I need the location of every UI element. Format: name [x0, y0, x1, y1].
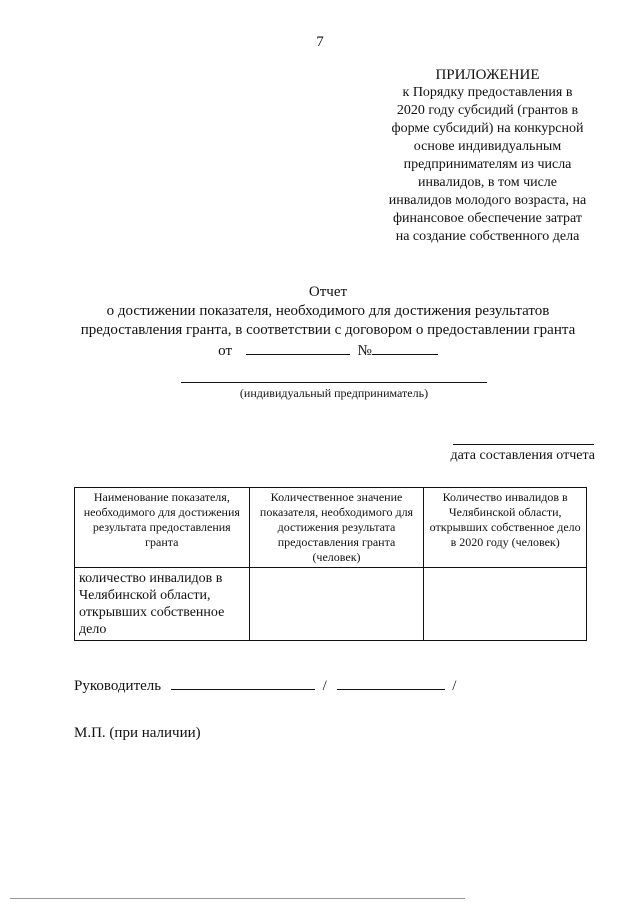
appendix-line: 2020 году субсидий (грантов в: [396, 103, 579, 118]
signature-blank: [171, 675, 315, 690]
date-caption: дата составления отчета: [450, 448, 595, 463]
table-cell: [249, 568, 424, 641]
number-label: №: [357, 343, 372, 359]
page-bottom-rule: [10, 898, 465, 899]
report-heading: [60, 283, 596, 361]
entrepreneur-line: [181, 382, 487, 383]
name-blank: [337, 675, 445, 690]
from-label: от: [218, 343, 233, 359]
signature-separator: /: [322, 678, 327, 694]
page-number: 7: [316, 34, 324, 50]
appendix-line: форме субсидий) на конкурсной: [391, 121, 584, 136]
report-title: Отчет: [308, 284, 348, 300]
appendix-line: инвалидов молодого возраста, на: [388, 193, 587, 208]
appendix-line: к Порядку предоставления в: [402, 85, 573, 100]
table-header-row: [75, 488, 587, 568]
appendix-line: на создание собственного дела: [395, 229, 580, 244]
table-row: [75, 568, 587, 641]
table-cell: количество инвалидов в Челябинской области, открывших собственное дело: [75, 568, 250, 641]
column-header: Количественное значение показателя, необходимого для достижения результата предоставления гранта (человек): [249, 488, 424, 568]
appendix-title: ПРИЛОЖЕНИЕ: [435, 67, 540, 83]
appendix-line: финансовое обеспечение затрат: [392, 211, 583, 226]
number-blank: [372, 340, 438, 355]
column-header: Количество инвалидов в Челябинской области, открывших собственное дело в 2020 году (человек): [424, 488, 587, 568]
date-line: [453, 444, 594, 445]
appendix-line: инвалидов, в том числе: [417, 175, 558, 190]
date-blank: [246, 340, 350, 355]
column-header: Наименование показателя, необходимого для достижения результата предоставления гранта: [75, 488, 250, 568]
report-subtitle-line-1: о достижении показателя, необходимого для достижения результатов: [106, 303, 550, 319]
stamp-note: М.П. (при наличии): [74, 725, 201, 741]
entrepreneur-caption: (индивидуальный предприниматель): [239, 386, 429, 400]
appendix-line: основе индивидуальным: [413, 139, 562, 154]
report-date-number-line: [60, 340, 596, 361]
table-cell: [424, 568, 587, 641]
appendix-block: [370, 66, 605, 246]
signature-label: Руководитель: [74, 678, 162, 694]
signature-separator: /: [452, 678, 457, 694]
appendix-line: предпринимателям из числа: [403, 157, 572, 172]
report-subtitle-line-2: предоставления гранта, в соответствии с договором о предоставлении гранта: [80, 322, 576, 338]
indicator-table: [74, 487, 587, 641]
signature-line: [74, 675, 456, 695]
